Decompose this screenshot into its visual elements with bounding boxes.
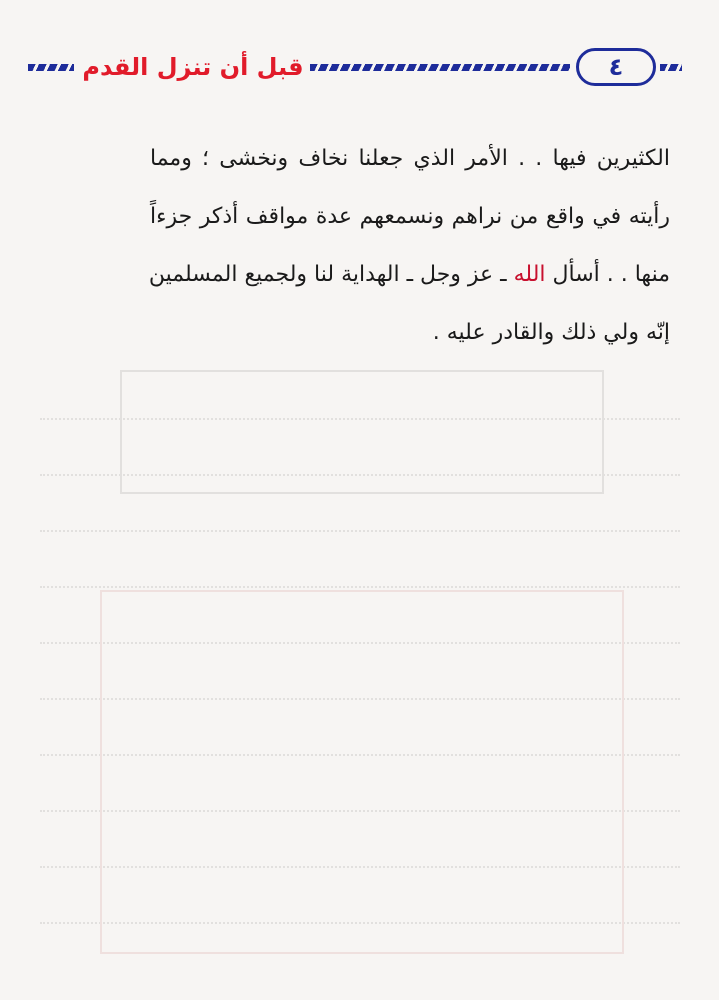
header-dash-ornament xyxy=(660,64,682,71)
bleed-through-line xyxy=(40,370,680,420)
bleed-through-line xyxy=(40,426,680,476)
bleed-through-line xyxy=(40,874,680,924)
bleed-through-line xyxy=(40,482,680,532)
page-header xyxy=(20,44,700,92)
bleed-through-frame xyxy=(100,590,624,954)
text-line: رأيته في واقع من نراهم ونسمعهم عدة مواقف أذكر جزءاً xyxy=(150,204,670,229)
bleed-through-line xyxy=(40,538,680,588)
bleed-through-line xyxy=(40,650,680,700)
text-line: إنّه ولي ذلك والقادر عليه . xyxy=(432,320,670,345)
header-dash-ornament xyxy=(28,64,74,71)
text-span: ـ عز وجل ـ الهداية لنا ولجميع المسلمين xyxy=(148,262,507,287)
page-number-badge: ٤ xyxy=(576,48,656,86)
text-line: الكثيرين فيها . . الأمر الذي جعلنا نخاف ونخشى ؛ ومما xyxy=(150,146,670,171)
bleed-through-line xyxy=(40,706,680,756)
text-span: منها . . أسأل xyxy=(552,262,670,287)
bleed-through-box xyxy=(120,370,604,494)
text-line xyxy=(150,246,670,304)
bleed-through-line xyxy=(40,594,680,644)
bleed-through-line xyxy=(40,818,680,868)
bleed-through-line xyxy=(40,762,680,812)
header-dash-ornament xyxy=(310,64,570,71)
body-paragraph xyxy=(150,130,670,362)
divine-name-highlight: الله xyxy=(513,262,546,287)
bleed-through-texture xyxy=(40,370,680,970)
running-title: قبل أن تنزل القدم xyxy=(82,53,304,81)
